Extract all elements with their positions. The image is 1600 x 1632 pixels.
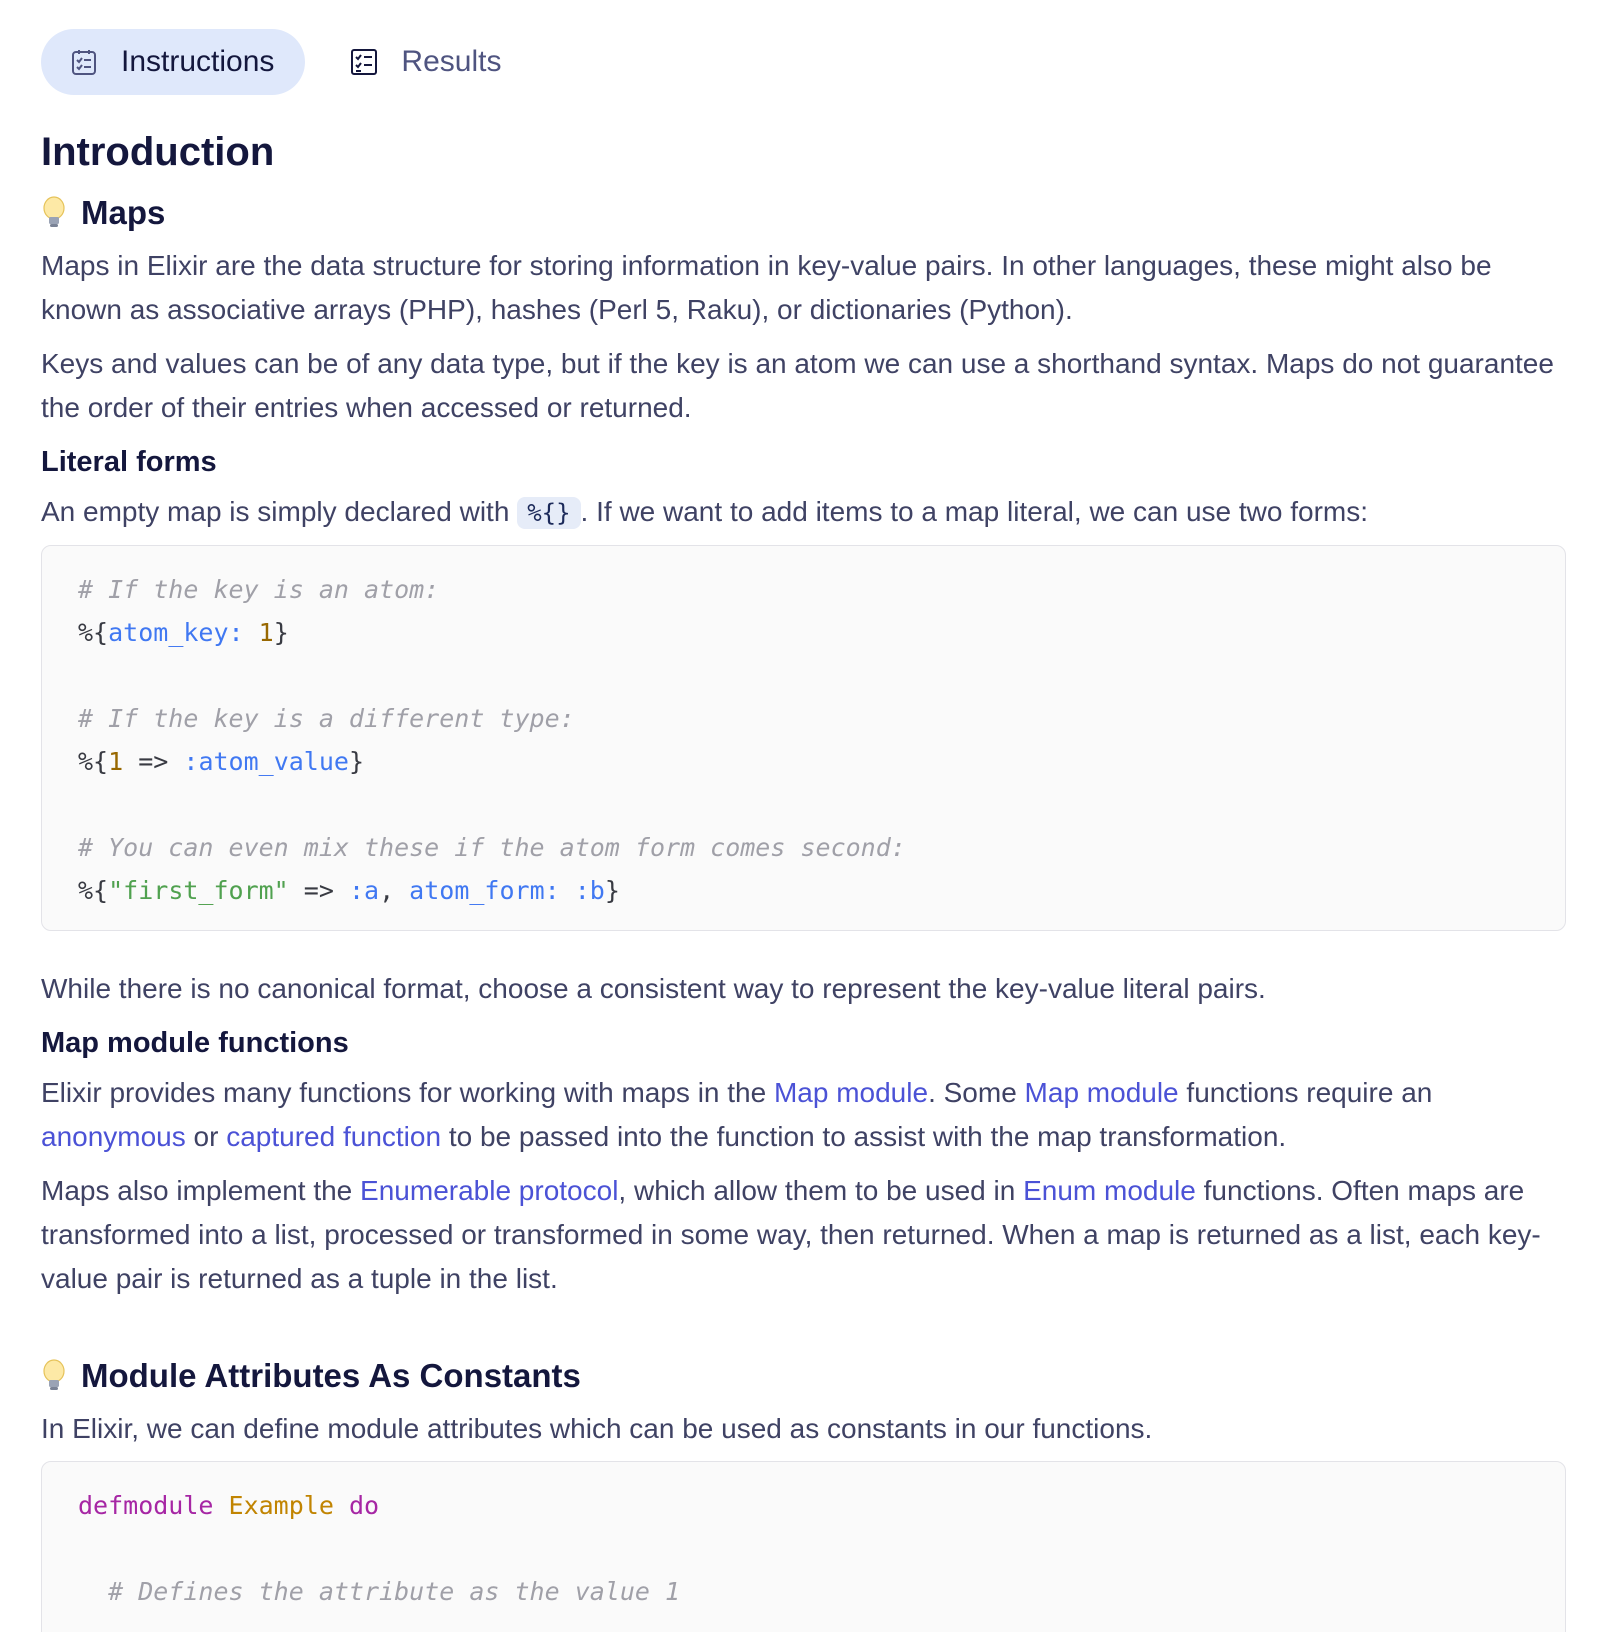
maps-paragraph-2: Keys and values can be of any data type, but if the key is an atom we can use a shorthand syntax. Maps do not guarantee the order of their entries when accessed or returned. — [41, 348, 1554, 423]
link-anonymous[interactable]: anonymous — [41, 1121, 186, 1152]
code-line: defmodule Example do — [78, 1491, 380, 1520]
subheading-literal-forms: Literal forms — [41, 446, 217, 478]
link-captured-function[interactable]: captured function — [226, 1121, 442, 1152]
literal-forms-paragraph — [41, 490, 1566, 535]
code-block-map-literals — [41, 545, 1566, 931]
subheading-map-module-functions: Map module functions — [41, 1027, 349, 1059]
link-enumerable-protocol[interactable]: Enumerable protocol — [360, 1175, 619, 1206]
inline-code-empty-map: %{} — [517, 497, 580, 529]
code-line: %{atom_key: 1} — [78, 618, 289, 647]
link-map-module[interactable]: Map module — [773, 1077, 929, 1108]
code-comment: # If the key is a different type: — [78, 704, 575, 733]
instructions-content — [41, 120, 1566, 1632]
section-heading-maps — [41, 188, 1566, 238]
tab-instructions-label: Instructions — [121, 45, 275, 78]
tab-bar — [41, 29, 532, 95]
literal-text-pre: An empty map is simply declared with — [41, 496, 518, 527]
lightbulb-icon — [41, 196, 67, 230]
map-module-paragraph-2: Maps also implement the Enumerable protocol, which allow them to be used in Enum module functions. Often maps are transformed into a list, processed or transformed in some way, then returned. When a map is returned as a list, each key-value pair is returned as a tuple in the list. — [41, 1175, 1541, 1294]
link-map-module-2[interactable]: Map module — [1024, 1077, 1179, 1108]
lightbulb-icon — [41, 1359, 67, 1393]
maps-paragraph-3: While there is no canonical format, choose a consistent way to represent the key-value literal pairs. — [41, 973, 1266, 1004]
code-comment: # You can even mix these if the atom form comes second: — [78, 833, 906, 862]
section-heading-module-attributes — [41, 1351, 1566, 1401]
checklist-icon — [69, 47, 99, 77]
code-block-module-attributes — [41, 1461, 1566, 1632]
map-module-paragraph-1: Elixir provides many functions for working with maps in the Map module. Some Map module functions require an anonymous or captured function to be passed into the function to assist with the map transformation. — [41, 1077, 1433, 1152]
code-line: %{"first_form" => :a, atom_form: :b} — [78, 876, 620, 905]
tab-results[interactable] — [325, 29, 532, 95]
code-line: %{1 => :atom_value} — [78, 747, 365, 776]
module-attributes-paragraph: In Elixir, we can define module attributes which can be used as constants in our functions. — [41, 1413, 1153, 1444]
section-title-maps: Maps — [81, 194, 166, 231]
section-title-module-attributes: Module Attributes As Constants — [81, 1357, 581, 1394]
literal-text-post: . If we want to add items to a map literal, we can use two forms: — [580, 496, 1368, 527]
link-enum-module[interactable]: Enum module — [1023, 1175, 1196, 1206]
checkbox-list-icon — [349, 47, 379, 77]
maps-paragraph-1: Maps in Elixir are the data structure for storing information in key-value pairs. In other languages, these might also be known as associative arrays (PHP), hashes (Perl 5, Raku), or dictionaries (Python). — [41, 250, 1492, 325]
code-comment: # Defines the attribute as the value 1 — [78, 1577, 681, 1606]
tab-instructions[interactable] — [41, 29, 305, 95]
code-comment: # If the key is an atom: — [78, 575, 440, 604]
page-title: Introduction — [41, 130, 275, 174]
tab-results-label: Results — [401, 45, 502, 78]
